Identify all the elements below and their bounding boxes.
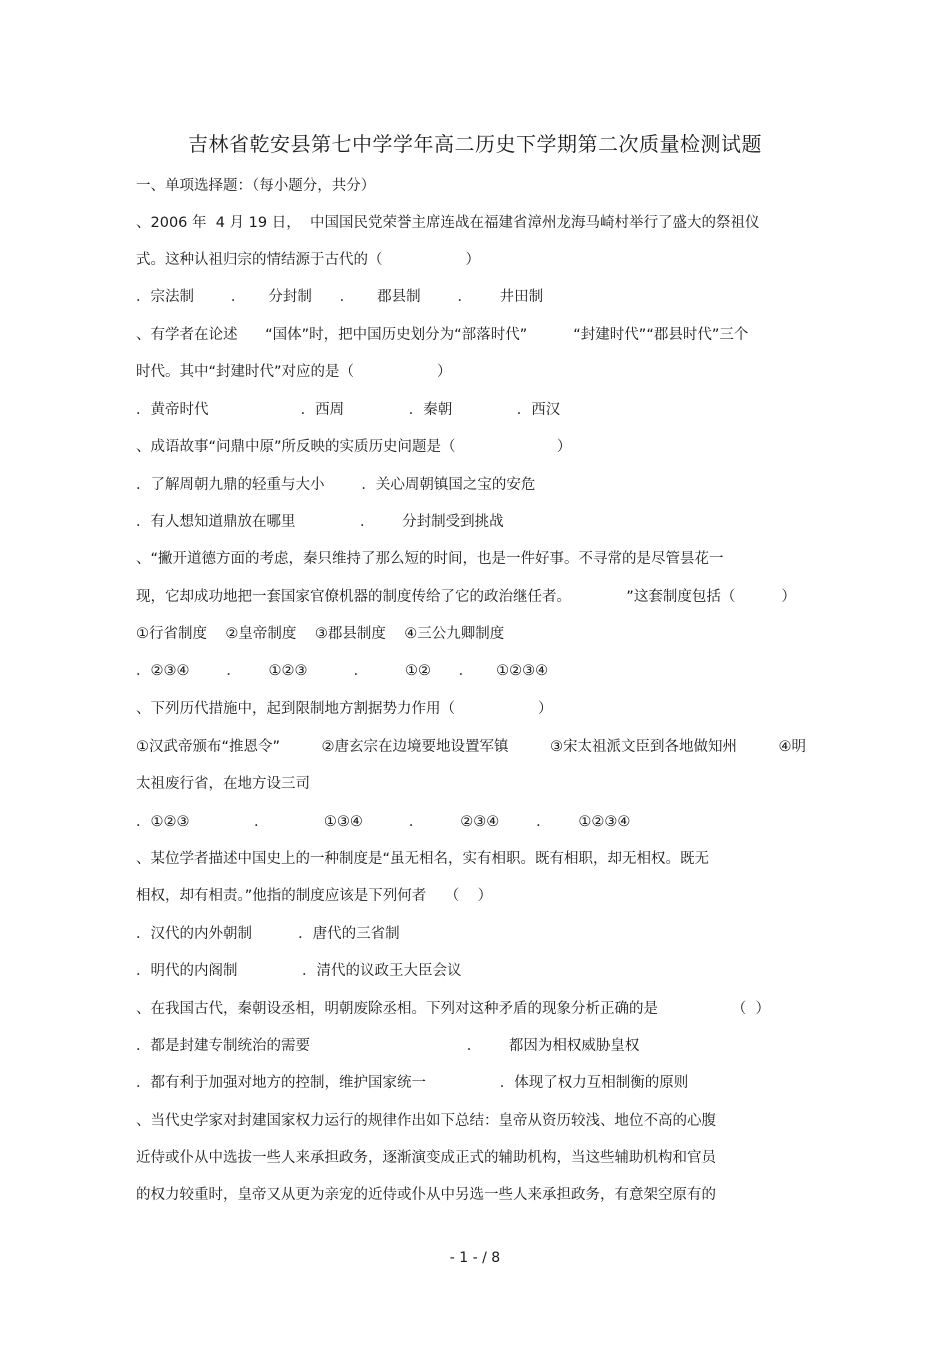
page-number: - 1 - / 8 — [449, 1250, 501, 1266]
question-line: 、某位学者描述中国史上的一种制度是“虽无相名，实有相职。既有相职，却无相权。既无 — [136, 851, 710, 867]
question-line: 、“撇开道德方面的考虑，秦只维持了那么短的时间，也是一件好事。不寻常的是尽管昙花一 — [136, 551, 724, 567]
question-line: 、在我国古代，秦朝设丞相，明朝废除丞相。下列对这种矛盾的现象分析正确的是 （ ） — [136, 1001, 770, 1017]
option-line: ．黄帝时代 ．西周 ．秦朝 ．西汉 — [136, 402, 561, 418]
document-title: 吉林省乾安县第七中学学年高二历史下学期第二次质量检测试题 — [188, 132, 762, 156]
question-line: ①汉武帝颁布“推恩令” ②唐玄宗在边境要地设置军镇 ③宋太祖派文臣到各地做知州 ④明 — [136, 739, 806, 755]
question-line: 时代。其中“封建时代”对应的是（ ） — [136, 364, 452, 380]
question-line: 的权力较重时，皇帝又从更为亲宠的近侍或仆从中另选一些人来承担政务，有意架空原有的 — [136, 1187, 716, 1203]
question-line: 、有学者在论述 “国体”时，把中国历史划分为“部落时代” “封建时代”“郡县时代”三个 — [136, 327, 749, 343]
question-line: 式。这种认祖归宗的情结源于古代的（ ） — [136, 252, 480, 268]
question-line: 太祖废行省，在地方设三司 — [136, 776, 310, 792]
question-line: 、2006 年 4 月 19 日， 中国国民党荣誉主席连战在福建省漳州龙海马崎村举行了盛大的祭祖仪 — [136, 215, 760, 231]
option-line: ．①②③ ． ①③④ ． ②③④ ． ①②③④ — [136, 814, 631, 830]
section-heading: 一、单项选择题：（每小题分，共分） — [136, 178, 376, 194]
option-line: ．汉代的内外朝制 ．唐代的三省制 — [136, 926, 400, 942]
option-line: ．有人想知道鼎放在哪里 ． 分封制受到挑战 — [136, 514, 504, 530]
option-line: ．都有利于加强对地方的控制，维护国家统一 ．体现了权力互相制衡的原则 — [136, 1075, 689, 1091]
question-line: ①行省制度 ②皇帝制度 ③郡县制度 ④三公九卿制度 — [136, 626, 505, 642]
option-line: ．②③④ ． ①②③ ． ①② ． ①②③④ — [136, 663, 549, 679]
question-line: 相权，却有相责。”他指的制度应该是下列何者 （ ） — [136, 888, 493, 904]
option-line: ．明代的内阁制 ．清代的议政王大臣会议 — [136, 963, 462, 979]
question-line: 、当代史学家对封建国家权力运行的规律作出如下总结：皇帝从资历较浅、地位不高的心腹 — [136, 1113, 716, 1129]
question-line: 近侍或仆从中选拔一些人来承担政务，逐渐演变成正式的辅助机构，当这些辅助机构和官员 — [136, 1150, 716, 1166]
question-line: 、下列历代措施中，起到限制地方割据势力作用（ ） — [136, 701, 553, 717]
option-line: ．宗法制 ． 分封制 ． 郡县制 ． 井田制 — [136, 289, 544, 305]
question-line: 、成语故事“问鼎中原”所反映的实质历史问题是（ ） — [136, 439, 572, 455]
option-line: ．了解周朝九鼎的轻重与大小 ．关心周朝镇国之宝的安危 — [136, 477, 536, 493]
option-line: ．都是封建专制统治的需要 ． 都因为相权威胁皇权 — [136, 1038, 640, 1054]
question-line: 现，它却成功地把一套国家官僚机器的制度传给了它的政治继任者。 ”这套制度包括（ ） — [136, 589, 796, 605]
